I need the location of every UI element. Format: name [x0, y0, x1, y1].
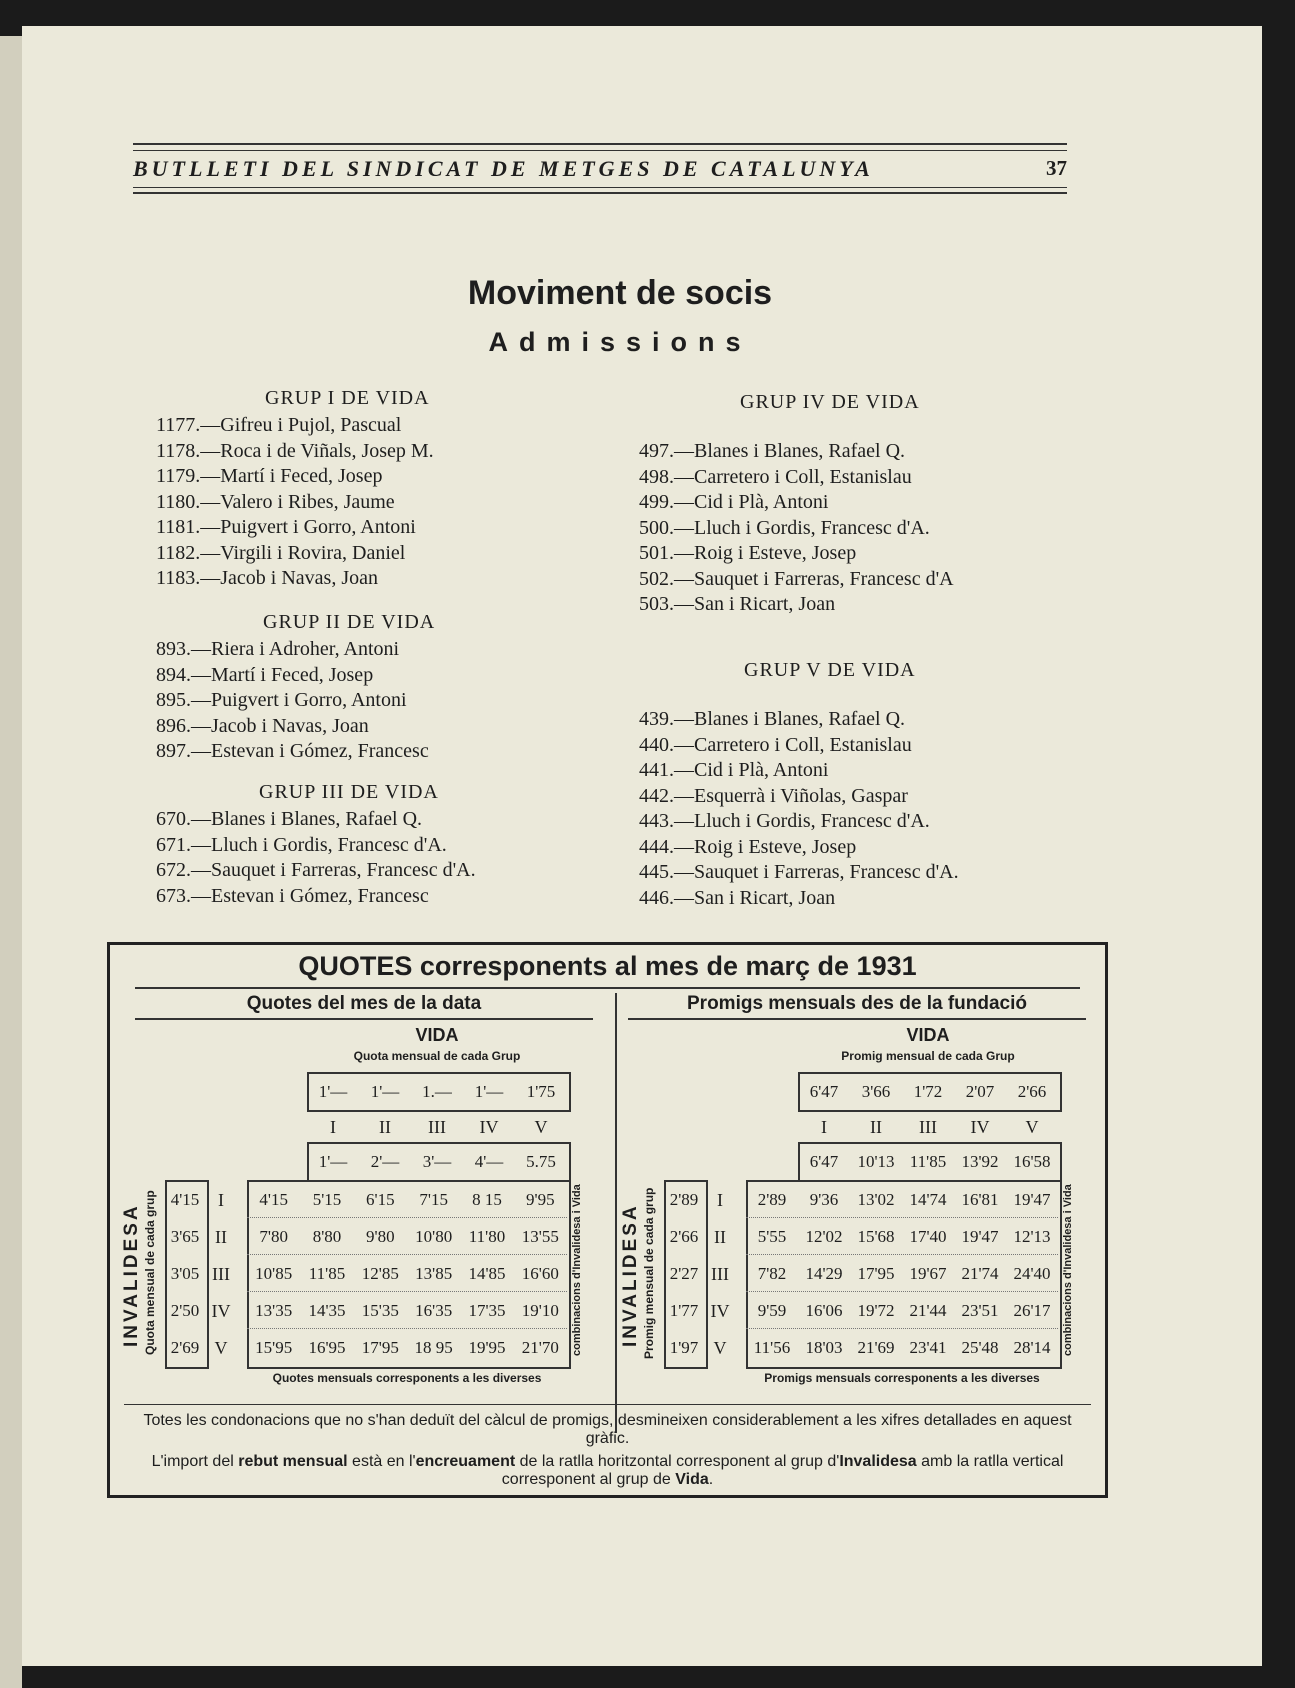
combination-cell: 16'35 — [415, 1301, 453, 1320]
combination-cell: 21'70 — [521, 1338, 559, 1357]
inv-group-label: V — [214, 1338, 228, 1358]
combination-cell: 19'47 — [961, 1227, 999, 1246]
member-entry: 500.—Lluch i Gordis, Francesc d'A. — [639, 516, 930, 539]
quotes-box — [107, 942, 1108, 1498]
combination-cell: 19'72 — [857, 1301, 895, 1320]
member-entry: 893.—Riera i Adroher, Antoni — [156, 638, 400, 660]
vida-group-label: III — [428, 1117, 446, 1137]
member-entry: 1179.—Martí i Feced, Josep — [156, 465, 383, 487]
member-entry: 443.—Lluch i Gordis, Francesc d'A. — [639, 810, 930, 832]
combination-cell: 9'59 — [757, 1301, 787, 1320]
vida-cum-cell: 4'— — [474, 1152, 504, 1171]
combination-cell: 13'35 — [255, 1301, 293, 1320]
combination-cell: 2'89 — [757, 1190, 787, 1209]
vida-group-label: V — [1025, 1117, 1039, 1137]
member-entry: 1177.—Gifreu i Pujol, Pascual — [156, 414, 402, 436]
running-header — [133, 156, 1067, 182]
inv-group-label: III — [212, 1264, 230, 1284]
quotes-title-rule — [135, 987, 1080, 989]
combination-cell: 15'95 — [255, 1338, 293, 1357]
combinations-bottom-caption: Quotes mensuals corresponents a les diverses — [272, 1371, 542, 1385]
invalidesa-caption: Promig mensual de cada grup — [642, 1187, 656, 1359]
vida-cum-cell: 2'— — [370, 1152, 400, 1171]
left-vida-label: VIDA — [415, 1025, 459, 1045]
footnote-2-part-c: està en l' — [347, 1453, 416, 1470]
row-separator — [746, 1254, 1058, 1255]
combination-cell: 18 95 — [414, 1338, 453, 1357]
inv-group-label: II — [215, 1227, 227, 1247]
combination-cell: 23'51 — [961, 1301, 999, 1320]
combination-cell: 21'74 — [961, 1264, 999, 1283]
combination-cell: 14'85 — [468, 1264, 506, 1283]
member-entry: 501.—Roig i Esteve, Josep — [639, 542, 857, 564]
combination-cell: 17'40 — [909, 1227, 947, 1246]
inv-group-label: III — [711, 1264, 729, 1284]
footnote-2-part-a: L'import del — [151, 1453, 239, 1470]
right-panel-title: Promigs mensuals des de la fundació — [687, 993, 1027, 1014]
combination-cell: 5'15 — [312, 1190, 342, 1209]
member-entry: 503.—San i Ricart, Joan — [639, 593, 836, 615]
row-separator — [247, 1217, 567, 1218]
inv-group-label: V — [713, 1338, 727, 1358]
footnote-2-part-i: . — [708, 1471, 714, 1488]
inv-quota-cell: 1'77 — [669, 1301, 699, 1320]
vida-group-label: I — [330, 1117, 336, 1137]
vida-quota-cell: 1.— — [422, 1082, 452, 1101]
inv-quota-cell: 2'69 — [170, 1338, 200, 1357]
right-vida-label: VIDA — [906, 1025, 950, 1045]
footnote-2-part-f: Invalidesa — [839, 1453, 917, 1470]
combination-cell: 8'80 — [312, 1227, 342, 1246]
footnote-2-part-g: amb la ratlla vertical corresponent al grup de — [501, 1453, 1064, 1488]
combination-cell: 14'74 — [909, 1190, 947, 1209]
vida-cum-cell: 6'47 — [809, 1152, 839, 1171]
member-entry: 1181.—Puigvert i Gorro, Antoni — [156, 516, 416, 538]
combinations-side-caption: combinacions d'Invalidesa i Vida — [1062, 1184, 1074, 1356]
member-entry: 1178.—Roca i de Viñals, Josep M. — [156, 439, 434, 462]
member-entry: 1183.—Jacob i Navas, Joan — [156, 567, 378, 589]
combination-cell: 16'60 — [521, 1264, 559, 1283]
member-entry: 498.—Carretero i Coll, Estanislau — [639, 465, 912, 488]
row-separator — [746, 1217, 1058, 1218]
member-entry: 445.—Sauquet i Farreras, Francesc d'A. — [639, 861, 959, 883]
group-heading: GRUP V DE VIDA — [744, 659, 916, 681]
combination-cell: 14'35 — [308, 1301, 346, 1320]
combination-cell: 19'10 — [521, 1301, 559, 1320]
vida-cum-cell: 13'92 — [961, 1152, 999, 1171]
row-separator — [746, 1328, 1058, 1329]
combination-cell: 11'80 — [468, 1227, 506, 1246]
group-heading: GRUP III DE VIDA — [259, 781, 439, 803]
invalidesa-label: INVALIDESA — [121, 1203, 142, 1347]
group-heading: GRUP IV DE VIDA — [740, 391, 920, 413]
combination-cell: 7'15 — [419, 1190, 448, 1209]
combination-cell: 13'55 — [521, 1227, 559, 1246]
member-entry: 670.—Blanes i Blanes, Rafael Q. — [156, 808, 423, 830]
vida-group-label: II — [379, 1117, 391, 1137]
member-entry: 672.—Sauquet i Farreras, Francesc d'A. — [156, 859, 476, 881]
invalidesa-caption: Quota mensual de cada grup — [143, 1190, 157, 1356]
combination-cell: 6'15 — [366, 1190, 395, 1209]
member-entry: 502.—Sauquet i Farreras, Francesc d'A — [639, 567, 954, 590]
group-heading: GRUP I DE VIDA — [265, 387, 430, 409]
combination-cell: 11'56 — [753, 1338, 791, 1357]
vida-quota-cell: 3'66 — [861, 1082, 891, 1101]
vida-quota-cell: 1'— — [370, 1082, 400, 1101]
combination-cell: 7'82 — [757, 1264, 787, 1283]
member-entry: 499.—Cid i Plà, Antoni — [639, 491, 829, 513]
combination-cell: 16'95 — [308, 1338, 346, 1357]
vida-quota-cell: 1'72 — [913, 1082, 943, 1101]
inv-quota-cell: 2'66 — [669, 1227, 699, 1246]
combination-cell: 16'81 — [961, 1190, 999, 1209]
footnote-2-part-h: Vida — [675, 1471, 709, 1488]
member-entry: 897.—Estevan i Gómez, Francesc — [156, 740, 429, 762]
member-entry: 497.—Blanes i Blanes, Rafael Q. — [639, 440, 906, 462]
inv-group-label: I — [717, 1190, 723, 1210]
combination-cell: 12'02 — [805, 1227, 843, 1246]
combination-cell: 15'68 — [857, 1227, 895, 1246]
member-entry: 1180.—Valero i Ribes, Jaume — [156, 490, 395, 513]
combinations-bottom-caption: Promigs mensuals corresponents a les diverses — [764, 1371, 1040, 1385]
combination-cell: 9'80 — [366, 1227, 395, 1246]
combination-cell: 12'85 — [361, 1264, 399, 1283]
combination-cell: 7'80 — [259, 1227, 288, 1246]
header-rule-top — [133, 143, 1067, 145]
combination-cell: 19'47 — [1013, 1190, 1051, 1209]
right-vida-caption: Promig mensual de cada Grup — [841, 1049, 1015, 1063]
footnote-rule — [124, 1404, 1091, 1405]
vida-cum-cell: 1'— — [318, 1152, 348, 1171]
vida-quota-cell: 1'— — [474, 1082, 504, 1101]
combination-cell: 16'06 — [805, 1301, 843, 1320]
row-separator — [746, 1291, 1058, 1292]
member-entry: 673.—Estevan i Gómez, Francesc — [156, 884, 429, 907]
member-entry: 440.—Carretero i Coll, Estanislau — [639, 733, 912, 756]
page-subtitle: Admissions — [488, 327, 752, 357]
combination-cell: 18'03 — [805, 1338, 843, 1357]
group-heading: GRUP II DE VIDA — [263, 611, 436, 633]
page-title: Moviment de socis — [467, 274, 773, 312]
combination-cell: 15'35 — [361, 1301, 399, 1320]
combination-cell: 26'17 — [1013, 1301, 1051, 1320]
inv-group-label: IV — [211, 1301, 231, 1321]
member-entry: 894.—Martí i Feced, Josep — [156, 663, 374, 686]
member-entry: 439.—Blanes i Blanes, Rafael Q. — [639, 708, 906, 730]
vida-cum-cell: 16'58 — [1013, 1152, 1051, 1171]
member-entry: 446.—San i Ricart, Joan — [639, 886, 836, 909]
inv-quota-cell: 3'65 — [170, 1227, 200, 1246]
combination-cell: 28'14 — [1013, 1338, 1051, 1357]
member-entry: 441.—Cid i Plà, Antoni — [639, 759, 829, 781]
vida-group-label: III — [919, 1117, 937, 1137]
right-panel-rule — [628, 1018, 1086, 1020]
left-vida-caption: Quota mensual de cada Grup — [353, 1049, 521, 1063]
combination-cell: 24'40 — [1013, 1264, 1051, 1283]
combination-cell: 13'85 — [415, 1264, 453, 1283]
member-entry: 444.—Roig i Esteve, Josep — [639, 835, 857, 858]
combination-cell: 8 15 — [472, 1190, 502, 1209]
header-rule-bottom-thin — [133, 187, 1067, 188]
vida-cum-cell: 10'13 — [857, 1152, 895, 1171]
combination-cell: 17'95 — [857, 1264, 895, 1283]
combination-cell: 13'02 — [857, 1190, 895, 1209]
member-entry: 1182.—Virgili i Rovira, Daniel — [156, 541, 406, 564]
inv-group-label: I — [218, 1190, 224, 1210]
combinations-side-caption: combinacions d'Invalidesa i Vida — [571, 1184, 583, 1356]
inv-quota-cell: 2'89 — [669, 1190, 699, 1209]
combination-cell: 19'95 — [468, 1338, 506, 1357]
combination-cell: 11'85 — [308, 1264, 346, 1283]
left-panel-title: Quotes del mes de la data — [246, 993, 482, 1014]
header-rule-bottom — [133, 192, 1067, 194]
invalidesa-label: INVALIDESA — [620, 1203, 641, 1347]
inv-group-label: II — [714, 1227, 726, 1247]
page-number: 37 — [1046, 156, 1067, 180]
combination-cell: 17'95 — [361, 1338, 399, 1357]
vida-cum-cell: 11'85 — [909, 1152, 947, 1171]
quotes-title: QUOTES corresponents al mes de març de 1931 — [298, 951, 917, 981]
vida-quota-cell: 6'47 — [809, 1082, 839, 1101]
inv-quota-cell: 3'05 — [170, 1264, 200, 1283]
combination-cell: 25'48 — [961, 1338, 999, 1357]
footnote-2-part-b: rebut mensual — [238, 1453, 348, 1470]
vida-group-label: II — [870, 1117, 882, 1137]
combination-cell: 5'55 — [757, 1227, 787, 1246]
member-entry: 442.—Esquerrà i Viñolas, Gaspar — [639, 784, 908, 807]
vida-group-label: I — [821, 1117, 827, 1137]
footnote-2-part-d: encreuament — [415, 1453, 516, 1470]
member-entry: 895.—Puigvert i Gorro, Antoni — [156, 689, 407, 711]
row-separator — [247, 1291, 567, 1292]
combination-cell: 4'15 — [259, 1190, 288, 1209]
footnote-2 — [124, 1453, 1091, 1489]
combination-cell: 23'41 — [909, 1338, 947, 1357]
combination-cell: 9'36 — [809, 1190, 839, 1209]
vida-quota-cell: 1'— — [318, 1082, 348, 1101]
combination-cell: 19'67 — [909, 1264, 947, 1283]
combination-cell: 17'35 — [468, 1301, 506, 1320]
combination-cell: 21'44 — [909, 1301, 947, 1320]
left-panel-rule — [135, 1018, 593, 1020]
combination-cell: 10'85 — [255, 1264, 293, 1283]
footnote-1: Totes les condonacions que no s'han deduït del càlcul de promigs, desmineixen considerablement a les xifres detallades en aquest gràfic. — [143, 1412, 1072, 1447]
vida-cum-cell: 3'— — [422, 1152, 452, 1171]
vida-quota-cell: 2'07 — [965, 1082, 995, 1101]
member-entry: 671.—Lluch i Gordis, Francesc d'A. — [156, 833, 447, 856]
vida-cum-cell: 5.75 — [526, 1152, 556, 1171]
vida-group-label: V — [534, 1117, 548, 1137]
inv-quota-cell: 1'97 — [669, 1338, 699, 1357]
member-entry: 896.—Jacob i Navas, Joan — [156, 714, 369, 737]
vida-quota-cell: 2'66 — [1017, 1082, 1047, 1101]
inv-quota-cell: 4'15 — [170, 1190, 200, 1209]
inv-quota-cell: 2'27 — [669, 1264, 699, 1283]
vida-quota-cell: 1'75 — [526, 1082, 556, 1101]
combination-cell: 9'95 — [526, 1190, 555, 1209]
vida-group-label: IV — [970, 1117, 990, 1137]
footnote-2-part-e: de la ratlla horitzontal corresponent al grup d' — [515, 1453, 840, 1470]
quotes-center-divider — [615, 993, 617, 1433]
combination-cell: 12'13 — [1013, 1227, 1051, 1246]
row-separator — [247, 1254, 567, 1255]
header-rule-top-thin — [133, 150, 1067, 151]
combination-cell: 10'80 — [415, 1227, 453, 1246]
vida-group-label: IV — [479, 1117, 499, 1137]
row-separator — [247, 1328, 567, 1329]
inv-group-label: IV — [710, 1301, 730, 1321]
journal-title: BUTLLETI DEL SINDICAT DE METGES DE CATALUNYA — [133, 156, 874, 181]
combination-cell: 14'29 — [805, 1264, 843, 1283]
inv-quota-cell: 2'50 — [170, 1301, 200, 1320]
combination-cell: 21'69 — [857, 1338, 895, 1357]
